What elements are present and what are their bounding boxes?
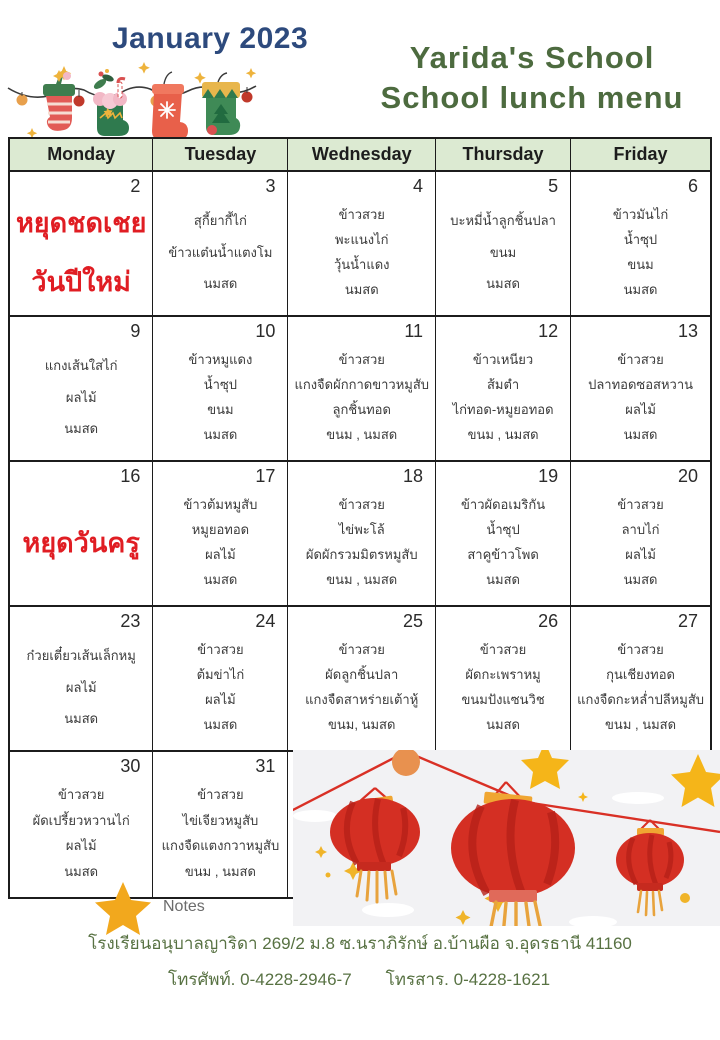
menu-item: ลูกชิ้นทอด xyxy=(332,402,391,417)
menu-item: ผัดผักรวมมิตรหมูสับ xyxy=(305,547,418,562)
day-number: 12 xyxy=(538,321,559,341)
calendar-cell-day-26 xyxy=(436,607,571,752)
calendar-cell-day-10 xyxy=(153,317,288,462)
menu-item: ส้มตำ xyxy=(486,377,520,392)
menu-item: นมสด xyxy=(64,710,99,726)
menu-item: ขนม xyxy=(207,402,234,417)
menu-item: ผลไม้ xyxy=(205,692,236,707)
school-title xyxy=(352,38,712,118)
menu-item: ขนม , นมสด xyxy=(326,427,398,442)
month-title: January 2023 xyxy=(112,22,309,55)
menu-item: ข้าวสวย xyxy=(617,352,664,367)
menu-item: ข้าวสวย xyxy=(197,787,244,803)
menu-item: ข้าวแต๋นน้ำแตงโม xyxy=(168,244,273,260)
menu-item: นมสด xyxy=(203,275,238,291)
menu-list xyxy=(294,632,429,742)
menu-item: นมสด xyxy=(486,572,520,587)
menu-item: ขนม, นมสด xyxy=(328,717,396,732)
day-number: 16 xyxy=(120,466,141,486)
menu-item: สุกี้ยากี้ไก่ xyxy=(193,213,247,229)
menu-item: นมสด xyxy=(64,863,99,879)
menu-list xyxy=(159,487,281,597)
day-number: 13 xyxy=(677,321,698,341)
menu-item: นมสด xyxy=(623,427,658,442)
menu-item: ข้าวสวย xyxy=(338,642,385,657)
menu-item: นมสด xyxy=(344,282,379,297)
calendar-cell-day-16 xyxy=(10,462,153,607)
day-number: 26 xyxy=(538,611,559,631)
school-name: Yarida's School xyxy=(409,40,655,75)
menu-item: นมสด xyxy=(203,572,238,587)
menu-list xyxy=(442,487,564,597)
menu-list xyxy=(577,342,704,452)
day-number: 5 xyxy=(548,176,559,196)
menu-list xyxy=(16,777,146,889)
day-header-wednesday: Wednesday xyxy=(288,139,436,172)
menu-item: ข้าวสวย xyxy=(58,787,105,803)
menu-item: ข้าวมันไก่ xyxy=(612,207,669,222)
menu-item: นมสด xyxy=(203,717,238,732)
menu-item: น้ำซุป xyxy=(623,232,658,247)
calendar-cell-day-5 xyxy=(436,172,571,317)
day-number: 18 xyxy=(403,466,424,486)
menu-list xyxy=(159,632,281,742)
calendar-cell-day-24 xyxy=(153,607,288,752)
day-number: 27 xyxy=(677,611,698,631)
menu-item: แกงจืดสาหร่ายเต้าหู้ xyxy=(305,692,419,707)
calendar-cell-day-19 xyxy=(436,462,571,607)
calendar-cell-day-2 xyxy=(10,172,153,317)
menu-item: สาคูข้าวโพด xyxy=(467,547,539,562)
calendar-cell-day-18 xyxy=(288,462,436,607)
day-number: 17 xyxy=(255,466,276,486)
calendar-cell-day-20 xyxy=(571,462,710,607)
menu-item: ข้าวต้มหมูสับ xyxy=(183,497,258,512)
menu-item: นมสด xyxy=(623,572,658,587)
menu-item: ผัดกะเพราหมู xyxy=(465,667,541,682)
menu-item: ขนม , นมสด xyxy=(605,717,677,732)
menu-item: แกงจืดผักกาดขาวหมูสับ xyxy=(294,377,430,392)
day-header-monday: Monday xyxy=(10,139,153,172)
chinese-lanterns-icon xyxy=(293,750,720,926)
day-number: 11 xyxy=(404,321,424,341)
day-number: 6 xyxy=(687,176,698,196)
menu-item: ปลาทอดซอสหวาน xyxy=(588,377,694,392)
holiday-line: หยุดวันครู xyxy=(22,527,140,558)
fax-number: โทรสาร. 0-4228-1621 xyxy=(385,970,551,989)
phone-number: โทรศัพท์. 0-4228-2946-7 xyxy=(168,970,352,989)
menu-item: ข้าวสวย xyxy=(479,642,527,657)
menu-list xyxy=(577,487,704,597)
calendar-cell-day-12 xyxy=(436,317,571,462)
menu-item: ขนมปังแซนวิช xyxy=(461,692,545,707)
menu-item: วุ้นน้ำแดง xyxy=(333,257,390,272)
day-header-friday: Friday xyxy=(571,139,710,172)
menu-item: ไก่ทอด-หมูยอทอด xyxy=(452,402,554,417)
menu-item: นมสด xyxy=(64,420,99,436)
menu-list xyxy=(577,197,704,307)
menu-list xyxy=(442,632,564,742)
menu-list xyxy=(159,342,281,452)
menu-item: ข้าวสวย xyxy=(338,497,385,512)
menu-item: ข้าวผัดอเมริกัน xyxy=(461,497,546,512)
menu-list xyxy=(294,487,429,597)
holiday-text xyxy=(16,487,146,597)
day-number: 4 xyxy=(413,176,424,196)
menu-title: School lunch menu xyxy=(380,80,684,115)
menu-item: ผลไม้ xyxy=(65,389,97,405)
menu-item: ก๋วยเตี๋ยวเส้นเล็กหมู xyxy=(26,648,136,664)
day-number: 20 xyxy=(677,466,698,486)
menu-item: น้ำซุป xyxy=(486,522,520,537)
menu-item: ผลไม้ xyxy=(205,547,236,562)
menu-item: ข้าวเหนียว xyxy=(472,352,534,367)
day-header-tuesday: Tuesday xyxy=(153,139,288,172)
calendar-cell-day-30 xyxy=(10,752,153,897)
menu-item: ขนม xyxy=(627,257,654,272)
menu-item: นมสด xyxy=(486,275,520,291)
contact-line xyxy=(168,966,550,993)
calendar-cell-day-6 xyxy=(571,172,710,317)
menu-item: ไข่เจียวหมูสับ xyxy=(182,812,259,828)
menu-item: แกงจืดแตงกวาหมูสับ xyxy=(161,838,280,854)
menu-item: ขนม xyxy=(489,244,517,260)
menu-item: ผัดลูกชิ้นปลา xyxy=(325,667,399,682)
menu-item: ต้มข่าไก่ xyxy=(196,667,245,682)
holiday-line: หยุดชดเชย xyxy=(16,208,147,238)
day-number: 23 xyxy=(120,611,141,631)
menu-item: กุนเชียงทอด xyxy=(606,667,675,682)
day-number: 25 xyxy=(403,611,424,631)
calendar-cell-day-27 xyxy=(571,607,710,752)
menu-list xyxy=(16,632,146,742)
menu-item: ข้าวสวย xyxy=(338,207,385,222)
menu-item: ผลไม้ xyxy=(625,547,656,562)
menu-item: ข้าวสวย xyxy=(197,642,244,657)
calendar-cell-day-17 xyxy=(153,462,288,607)
calendar-cell-day-25 xyxy=(288,607,436,752)
menu-item: นมสด xyxy=(203,427,238,442)
day-number: 3 xyxy=(265,176,276,196)
day-header-thursday: Thursday xyxy=(436,139,571,172)
menu-item: น้ำซุป xyxy=(203,377,238,392)
menu-list xyxy=(294,342,429,452)
menu-item: บะหมี่น้ำลูกชิ้นปลา xyxy=(450,213,556,229)
menu-item: ขนม , นมสด xyxy=(326,572,398,587)
calendar-cell-day-31 xyxy=(153,752,288,897)
menu-item: หมูยอทอด xyxy=(191,522,250,537)
menu-item: ข้าวสวย xyxy=(617,642,664,657)
menu-item: แกงเส้นใสไก่ xyxy=(44,358,118,374)
calendar-cell-day-9 xyxy=(10,317,153,462)
menu-item: นมสด xyxy=(623,282,658,297)
day-number: 10 xyxy=(255,321,276,341)
day-number: 2 xyxy=(130,176,141,196)
menu-item: ผลไม้ xyxy=(625,402,656,417)
menu-list xyxy=(159,777,281,889)
calendar-cell-day-11 xyxy=(288,317,436,462)
menu-item: ขนม , นมสด xyxy=(467,427,539,442)
menu-item: ลาบไก่ xyxy=(621,522,660,537)
holiday-text xyxy=(16,197,146,307)
menu-item: ผัดเปรี้ยวหวานไก่ xyxy=(32,812,130,828)
menu-item: ข้าวสวย xyxy=(617,497,664,512)
menu-item: ไข่พะโล้ xyxy=(338,522,385,537)
menu-item: แกงจืดกะหล่ำปลีหมูสับ xyxy=(577,692,704,707)
notes-label: Notes xyxy=(163,898,205,915)
day-number: 24 xyxy=(255,611,276,631)
christmas-stockings-icon xyxy=(4,56,260,142)
menu-list xyxy=(16,342,146,452)
menu-list xyxy=(577,632,704,742)
school-address: โรงเรียนอนุบาลญาริดา 269/2 ม.8 ซ.นราภิรักษ์ อ.บ้านผือ จ.อุดรธานี 41160 xyxy=(88,934,632,953)
calendar-cell-day-13 xyxy=(571,317,710,462)
holiday-line: วันปีใหม่ xyxy=(31,267,131,297)
menu-item: ข้าวหมูแดง xyxy=(188,352,253,367)
calendar-cell-day-4 xyxy=(288,172,436,317)
calendar-cell-day-3 xyxy=(153,172,288,317)
day-number: 30 xyxy=(120,756,141,776)
menu-list xyxy=(442,197,564,307)
menu-item: พะแนงไก่ xyxy=(334,232,389,247)
menu-item: ผลไม้ xyxy=(65,838,97,854)
menu-item: นมสด xyxy=(486,717,520,732)
menu-item: ข้าวสวย xyxy=(338,352,385,367)
menu-item: ผลไม้ xyxy=(65,679,97,695)
menu-item: ขนม , นมสด xyxy=(184,863,256,879)
day-number: 19 xyxy=(538,466,559,486)
menu-list xyxy=(159,197,281,307)
day-number: 9 xyxy=(130,321,141,341)
menu-list xyxy=(294,197,429,307)
calendar-cell-day-23 xyxy=(10,607,153,752)
notes-star-icon xyxy=(90,880,156,936)
day-number: 31 xyxy=(255,756,276,776)
menu-list xyxy=(442,342,564,452)
